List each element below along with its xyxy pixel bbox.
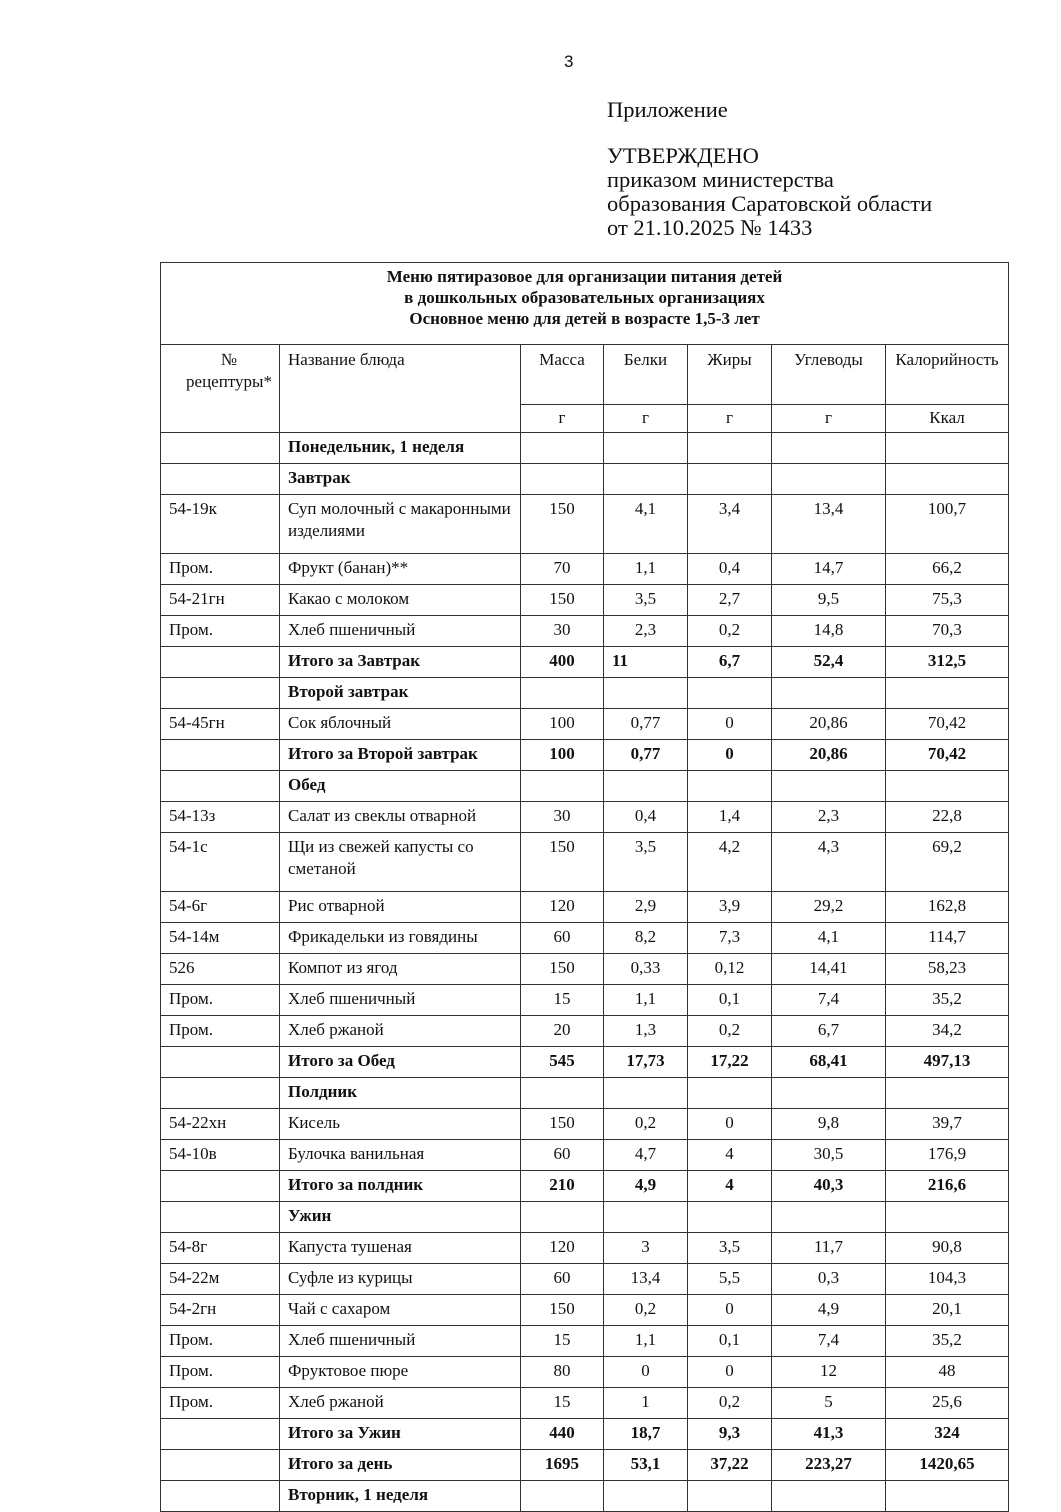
mass-value: 120 xyxy=(521,892,604,923)
dish-name: Второй завтрак xyxy=(280,678,521,709)
mass-value: 545 xyxy=(521,1047,604,1078)
mass-value: 15 xyxy=(521,985,604,1016)
carbs-value: 9,5 xyxy=(772,585,886,616)
fat-value xyxy=(688,1481,772,1512)
mass-value: 100 xyxy=(521,740,604,771)
protein-value xyxy=(604,678,688,709)
protein-value: 2,3 xyxy=(604,616,688,647)
recipe-code xyxy=(161,1202,280,1233)
carbs-value: 14,7 xyxy=(772,554,886,585)
recipe-code xyxy=(161,740,280,771)
mass-value: 210 xyxy=(521,1171,604,1202)
carbs-value xyxy=(772,1202,886,1233)
mass-value: 20 xyxy=(521,1016,604,1047)
protein-value xyxy=(604,433,688,464)
fat-value: 0,1 xyxy=(688,985,772,1016)
protein-value: 0,77 xyxy=(604,709,688,740)
section-row xyxy=(161,678,1009,709)
dish-name: Кисель xyxy=(280,1109,521,1140)
carbs-value: 4,3 xyxy=(772,833,886,892)
table-row xyxy=(161,495,1009,554)
carbs-value: 30,5 xyxy=(772,1140,886,1171)
approval-line-2: образования Саратовской области xyxy=(607,191,933,216)
carbs-value: 7,4 xyxy=(772,1326,886,1357)
calories-value: 20,1 xyxy=(886,1295,1009,1326)
mass-value: 15 xyxy=(521,1326,604,1357)
recipe-code: 54-45гн xyxy=(161,709,280,740)
recipe-code xyxy=(161,1419,280,1450)
protein-value: 0 xyxy=(604,1357,688,1388)
dish-name: Итого за Второй завтрак xyxy=(280,740,521,771)
protein-value xyxy=(604,1481,688,1512)
mass-value xyxy=(521,464,604,495)
dish-name: Какао с молоком xyxy=(280,585,521,616)
mass-value: 150 xyxy=(521,1295,604,1326)
table-row xyxy=(161,1109,1009,1140)
dish-name: Итого за день xyxy=(280,1450,521,1481)
recipe-code: 54-21гн xyxy=(161,585,280,616)
carbs-value: 0,3 xyxy=(772,1264,886,1295)
section-row xyxy=(161,464,1009,495)
header-protein: Белки xyxy=(604,345,688,405)
table-row xyxy=(161,585,1009,616)
protein-value xyxy=(604,464,688,495)
protein-value: 1,1 xyxy=(604,985,688,1016)
recipe-code xyxy=(161,1450,280,1481)
calories-value: 48 xyxy=(886,1357,1009,1388)
recipe-code: 54-13з xyxy=(161,802,280,833)
mass-value: 70 xyxy=(521,554,604,585)
dish-name: Фрикадельки из говядины xyxy=(280,923,521,954)
mass-value: 150 xyxy=(521,1109,604,1140)
unit-fat: г xyxy=(688,405,772,433)
calories-value xyxy=(886,771,1009,802)
carbs-value: 12 xyxy=(772,1357,886,1388)
recipe-code xyxy=(161,1047,280,1078)
fat-value xyxy=(688,464,772,495)
calories-value: 114,7 xyxy=(886,923,1009,954)
dish-name: Фруктовое пюре xyxy=(280,1357,521,1388)
fat-value xyxy=(688,1078,772,1109)
mass-value: 440 xyxy=(521,1419,604,1450)
dish-name: Сок яблочный xyxy=(280,709,521,740)
carbs-value: 20,86 xyxy=(772,709,886,740)
mass-value: 1695 xyxy=(521,1450,604,1481)
protein-value: 3,5 xyxy=(604,585,688,616)
recipe-code: Пром. xyxy=(161,1016,280,1047)
recipe-code xyxy=(161,1171,280,1202)
dish-name: Хлеб пшеничный xyxy=(280,985,521,1016)
table-row xyxy=(161,923,1009,954)
dish-name: Капуста тушеная xyxy=(280,1233,521,1264)
total-row xyxy=(161,1171,1009,1202)
fat-value: 3,4 xyxy=(688,495,772,554)
fat-value: 0,4 xyxy=(688,554,772,585)
protein-value xyxy=(604,771,688,802)
dish-name: Щи из свежей капусты со сметаной xyxy=(280,833,521,892)
fat-value xyxy=(688,771,772,802)
fat-value: 7,3 xyxy=(688,923,772,954)
fat-value xyxy=(688,678,772,709)
fat-value: 6,7 xyxy=(688,647,772,678)
table-title xyxy=(161,263,1009,345)
carbs-value: 68,41 xyxy=(772,1047,886,1078)
calories-value: 66,2 xyxy=(886,554,1009,585)
recipe-code: Пром. xyxy=(161,1357,280,1388)
total-row xyxy=(161,647,1009,678)
table-row xyxy=(161,1388,1009,1419)
fat-value: 0,2 xyxy=(688,1016,772,1047)
carbs-value: 7,4 xyxy=(772,985,886,1016)
calories-value: 69,2 xyxy=(886,833,1009,892)
dish-name: Фрукт (банан)** xyxy=(280,554,521,585)
calories-value: 70,42 xyxy=(886,740,1009,771)
calories-value: 176,9 xyxy=(886,1140,1009,1171)
table-row xyxy=(161,1295,1009,1326)
recipe-code: 54-19к xyxy=(161,495,280,554)
table-row xyxy=(161,1233,1009,1264)
table-row xyxy=(161,1357,1009,1388)
calories-value: 35,2 xyxy=(886,985,1009,1016)
calories-value: 90,8 xyxy=(886,1233,1009,1264)
recipe-code xyxy=(161,771,280,802)
calories-value: 70,42 xyxy=(886,709,1009,740)
recipe-code: 526 xyxy=(161,954,280,985)
dish-name: Завтрак xyxy=(280,464,521,495)
recipe-code: 54-6г xyxy=(161,892,280,923)
mass-value: 100 xyxy=(521,709,604,740)
carbs-value xyxy=(772,464,886,495)
protein-value: 1,1 xyxy=(604,1326,688,1357)
calories-value: 58,23 xyxy=(886,954,1009,985)
calories-value: 35,2 xyxy=(886,1326,1009,1357)
recipe-code: Пром. xyxy=(161,616,280,647)
carbs-value xyxy=(772,1078,886,1109)
section-row xyxy=(161,1481,1009,1512)
calories-value: 497,13 xyxy=(886,1047,1009,1078)
mass-value: 150 xyxy=(521,954,604,985)
carbs-value: 9,8 xyxy=(772,1109,886,1140)
calories-value: 70,3 xyxy=(886,616,1009,647)
table-row xyxy=(161,985,1009,1016)
carbs-value: 14,8 xyxy=(772,616,886,647)
dish-name: Обед xyxy=(280,771,521,802)
carbs-value: 52,4 xyxy=(772,647,886,678)
recipe-code xyxy=(161,464,280,495)
protein-value: 0,4 xyxy=(604,802,688,833)
fat-value: 5,5 xyxy=(688,1264,772,1295)
table-row xyxy=(161,616,1009,647)
protein-value: 3 xyxy=(604,1233,688,1264)
protein-value: 53,1 xyxy=(604,1450,688,1481)
carbs-value: 14,41 xyxy=(772,954,886,985)
dish-name: Полдник xyxy=(280,1078,521,1109)
calories-value: 162,8 xyxy=(886,892,1009,923)
approval-line-3: от 21.10.2025 № 1433 xyxy=(607,215,813,240)
recipe-code xyxy=(161,678,280,709)
dish-name: Рис отварной xyxy=(280,892,521,923)
fat-value: 4 xyxy=(688,1140,772,1171)
calories-value xyxy=(886,1078,1009,1109)
calories-value: 22,8 xyxy=(886,802,1009,833)
mass-value: 150 xyxy=(521,585,604,616)
carbs-value: 6,7 xyxy=(772,1016,886,1047)
section-row xyxy=(161,433,1009,464)
unit-carbs: г xyxy=(772,405,886,433)
header-fat: Жиры xyxy=(688,345,772,405)
calories-value: 75,3 xyxy=(886,585,1009,616)
protein-value: 13,4 xyxy=(604,1264,688,1295)
fat-value: 4,2 xyxy=(688,833,772,892)
table-row xyxy=(161,1326,1009,1357)
dish-name: Салат из свеклы отварной xyxy=(280,802,521,833)
dish-name: Чай с сахаром xyxy=(280,1295,521,1326)
recipe-code: 54-8г xyxy=(161,1233,280,1264)
fat-value xyxy=(688,433,772,464)
calories-value xyxy=(886,433,1009,464)
carbs-value xyxy=(772,771,886,802)
table-title-line-2: в дошкольных образовательных организациях xyxy=(404,288,765,307)
fat-value: 2,7 xyxy=(688,585,772,616)
carbs-value: 20,86 xyxy=(772,740,886,771)
mass-value: 150 xyxy=(521,833,604,892)
menu-table xyxy=(160,262,1009,1512)
header-mass: Масса xyxy=(521,345,604,405)
total-row xyxy=(161,1047,1009,1078)
carbs-value: 4,1 xyxy=(772,923,886,954)
calories-value: 100,7 xyxy=(886,495,1009,554)
carbs-value: 11,7 xyxy=(772,1233,886,1264)
header-carbs: Углеводы xyxy=(772,345,886,405)
mass-value: 60 xyxy=(521,1264,604,1295)
table-title-line-3: Основное меню для детей в возрасте 1,5-3 лет xyxy=(409,309,760,328)
protein-value: 11 xyxy=(604,647,688,678)
mass-value xyxy=(521,1481,604,1512)
fat-value: 0 xyxy=(688,709,772,740)
protein-value: 17,73 xyxy=(604,1047,688,1078)
page-number: 3 xyxy=(564,52,574,71)
approval-block xyxy=(607,98,932,240)
protein-value: 1,3 xyxy=(604,1016,688,1047)
table-row xyxy=(161,954,1009,985)
carbs-value: 29,2 xyxy=(772,892,886,923)
table-row xyxy=(161,1016,1009,1047)
recipe-code: Пром. xyxy=(161,985,280,1016)
carbs-value: 13,4 xyxy=(772,495,886,554)
recipe-code xyxy=(161,1078,280,1109)
mass-value xyxy=(521,771,604,802)
total-row xyxy=(161,740,1009,771)
dish-name: Ужин xyxy=(280,1202,521,1233)
fat-value: 9,3 xyxy=(688,1419,772,1450)
dish-name: Итого за Завтрак xyxy=(280,647,521,678)
fat-value: 17,22 xyxy=(688,1047,772,1078)
table-row xyxy=(161,892,1009,923)
protein-value: 0,33 xyxy=(604,954,688,985)
mass-value xyxy=(521,1202,604,1233)
calories-value xyxy=(886,1481,1009,1512)
recipe-code: Пром. xyxy=(161,1326,280,1357)
mass-value: 60 xyxy=(521,923,604,954)
protein-value xyxy=(604,1202,688,1233)
mass-value: 150 xyxy=(521,495,604,554)
fat-value: 0 xyxy=(688,1295,772,1326)
recipe-code xyxy=(161,1481,280,1512)
protein-value: 1,1 xyxy=(604,554,688,585)
dish-name: Булочка ванильная xyxy=(280,1140,521,1171)
header-recipe-no: № рецептуры* xyxy=(161,345,280,433)
dish-name: Итого за Обед xyxy=(280,1047,521,1078)
mass-value: 60 xyxy=(521,1140,604,1171)
protein-value: 0,2 xyxy=(604,1109,688,1140)
carbs-value xyxy=(772,1481,886,1512)
dish-name: Итого за полдник xyxy=(280,1171,521,1202)
fat-value: 4 xyxy=(688,1171,772,1202)
mass-value: 80 xyxy=(521,1357,604,1388)
dish-name: Хлеб пшеничный xyxy=(280,1326,521,1357)
protein-value: 0,2 xyxy=(604,1295,688,1326)
fat-value: 0,12 xyxy=(688,954,772,985)
protein-value: 8,2 xyxy=(604,923,688,954)
mass-value: 30 xyxy=(521,616,604,647)
dish-name: Суп молочный с макаронными изделиями xyxy=(280,495,521,554)
table-row xyxy=(161,802,1009,833)
appendix-label: Приложение xyxy=(607,97,728,122)
protein-value: 4,1 xyxy=(604,495,688,554)
calories-value xyxy=(886,1202,1009,1233)
protein-value: 4,9 xyxy=(604,1171,688,1202)
fat-value: 0 xyxy=(688,1357,772,1388)
calories-value: 312,5 xyxy=(886,647,1009,678)
calories-value xyxy=(886,464,1009,495)
carbs-value: 41,3 xyxy=(772,1419,886,1450)
section-row xyxy=(161,771,1009,802)
table-row xyxy=(161,1140,1009,1171)
protein-value: 18,7 xyxy=(604,1419,688,1450)
protein-value: 0,77 xyxy=(604,740,688,771)
table-row xyxy=(161,833,1009,892)
recipe-code xyxy=(161,647,280,678)
fat-value: 0,1 xyxy=(688,1326,772,1357)
approval-line-1: приказом министерства xyxy=(607,167,834,192)
calories-value: 39,7 xyxy=(886,1109,1009,1140)
recipe-code: 54-1с xyxy=(161,833,280,892)
carbs-value xyxy=(772,433,886,464)
recipe-code: 54-22хн xyxy=(161,1109,280,1140)
mass-value xyxy=(521,433,604,464)
recipe-code: 54-10в xyxy=(161,1140,280,1171)
header-dish: Название блюда xyxy=(280,345,521,433)
protein-value xyxy=(604,1078,688,1109)
mass-value: 15 xyxy=(521,1388,604,1419)
mass-value xyxy=(521,678,604,709)
section-row xyxy=(161,1078,1009,1109)
unit-mass: г xyxy=(521,405,604,433)
dish-name: Компот из ягод xyxy=(280,954,521,985)
carbs-value: 223,27 xyxy=(772,1450,886,1481)
dish-name: Вторник, 1 неделя xyxy=(280,1481,521,1512)
fat-value: 37,22 xyxy=(688,1450,772,1481)
recipe-code: 54-22м xyxy=(161,1264,280,1295)
table-row xyxy=(161,554,1009,585)
recipe-code: Пром. xyxy=(161,554,280,585)
recipe-code xyxy=(161,433,280,464)
carbs-value: 2,3 xyxy=(772,802,886,833)
carbs-value: 40,3 xyxy=(772,1171,886,1202)
fat-value xyxy=(688,1202,772,1233)
fat-value: 0 xyxy=(688,1109,772,1140)
recipe-code: 54-14м xyxy=(161,923,280,954)
protein-value: 1 xyxy=(604,1388,688,1419)
calories-value xyxy=(886,678,1009,709)
dish-name: Хлеб пшеничный xyxy=(280,616,521,647)
header-calories: Калорийность xyxy=(886,345,1009,405)
unit-calories: Ккал xyxy=(886,405,1009,433)
table-header-row xyxy=(161,345,1009,405)
protein-value: 3,5 xyxy=(604,833,688,892)
dish-name: Хлеб ржаной xyxy=(280,1016,521,1047)
carbs-value: 5 xyxy=(772,1388,886,1419)
mass-value: 400 xyxy=(521,647,604,678)
protein-value: 2,9 xyxy=(604,892,688,923)
table-title-line-1: Меню пятиразовое для организации питания детей xyxy=(386,267,783,286)
recipe-code: 54-2гн xyxy=(161,1295,280,1326)
dish-name: Итого за Ужин xyxy=(280,1419,521,1450)
total-row xyxy=(161,1450,1009,1481)
table-row xyxy=(161,709,1009,740)
calories-value: 34,2 xyxy=(886,1016,1009,1047)
section-row xyxy=(161,1202,1009,1233)
calories-value: 1420,65 xyxy=(886,1450,1009,1481)
mass-value xyxy=(521,1078,604,1109)
total-row xyxy=(161,1419,1009,1450)
fat-value: 0 xyxy=(688,740,772,771)
fat-value: 0,2 xyxy=(688,616,772,647)
fat-value: 0,2 xyxy=(688,1388,772,1419)
recipe-code: Пром. xyxy=(161,1388,280,1419)
fat-value: 3,5 xyxy=(688,1233,772,1264)
calories-value: 104,3 xyxy=(886,1264,1009,1295)
mass-value: 30 xyxy=(521,802,604,833)
protein-value: 4,7 xyxy=(604,1140,688,1171)
calories-value: 324 xyxy=(886,1419,1009,1450)
mass-value: 120 xyxy=(521,1233,604,1264)
approved-label: УТВЕРЖДЕНО xyxy=(607,143,759,168)
calories-value: 25,6 xyxy=(886,1388,1009,1419)
dish-name: Суфле из курицы xyxy=(280,1264,521,1295)
calories-value: 216,6 xyxy=(886,1171,1009,1202)
table-title-row xyxy=(161,263,1009,345)
unit-protein: г xyxy=(604,405,688,433)
dish-name: Хлеб ржаной xyxy=(280,1388,521,1419)
table-row xyxy=(161,1264,1009,1295)
carbs-value xyxy=(772,678,886,709)
fat-value: 3,9 xyxy=(688,892,772,923)
carbs-value: 4,9 xyxy=(772,1295,886,1326)
fat-value: 1,4 xyxy=(688,802,772,833)
dish-name: Понедельник, 1 неделя xyxy=(280,433,521,464)
